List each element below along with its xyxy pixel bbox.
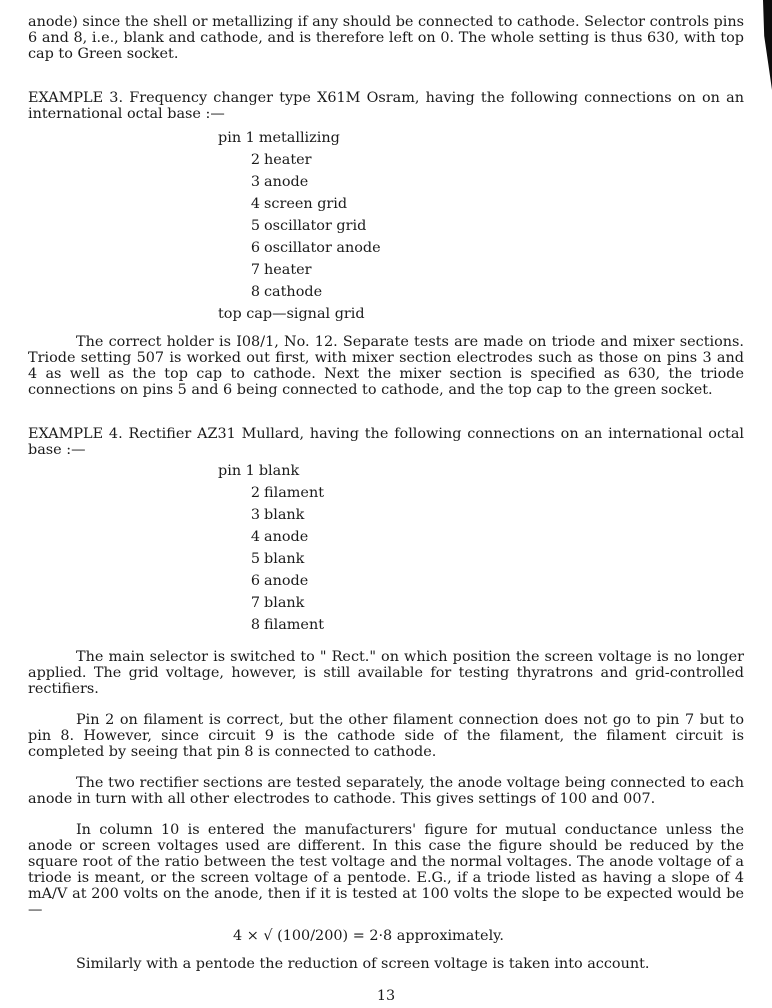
- pin-row: [218, 614, 324, 636]
- pin-function: blank: [258, 463, 300, 479]
- pin-label: 8: [250, 617, 260, 633]
- column-10-paragraph: In column 10 is entered the manufacturers' figure for mutual conductance unless the anode or screen voltages used are different. In this case the figure should be reduced by the square root of the ratio between the test voltage and the normal voltages. The anode voltage of a triode is meant, or the screen voltage of a pentode. E.G., if a triode listed as having a slope of 4 mA/V at 200 volts on the anode, then if it is tested at 100 volts the slope to be expected would be—: [28, 822, 744, 918]
- pin-function: blank: [264, 595, 305, 611]
- pin-function: metallizing: [258, 130, 340, 146]
- pin-function: heater: [264, 262, 312, 278]
- pin-row: [218, 281, 381, 303]
- pin-label: 2: [250, 152, 260, 168]
- pin-row: [218, 259, 381, 281]
- pin-row: [218, 237, 381, 259]
- pin-row: [218, 482, 324, 504]
- pin-label: 4: [250, 196, 260, 212]
- example-4-body-sections: The two rectifier sections are tested separately, the anode voltage being connected to each anode in turn with all other electrodes to cathode. This gives settings of 100 and 007.: [28, 775, 744, 807]
- pin-label: 7: [250, 595, 260, 611]
- pin-function: screen grid: [264, 196, 348, 212]
- pin-label: 5: [250, 551, 260, 567]
- pin-row: [218, 526, 324, 548]
- pin-function: anode: [264, 573, 309, 589]
- pin-row: [218, 149, 381, 171]
- pin-row: [218, 127, 381, 149]
- pin-function: anode: [264, 174, 309, 190]
- pin-label: 7: [250, 262, 260, 278]
- page-number: 13: [376, 988, 396, 1004]
- example-4-pin-list: [218, 460, 324, 636]
- pin-row: [218, 592, 324, 614]
- pin-function: filament: [264, 485, 324, 501]
- pin-row: [218, 460, 324, 482]
- intro-paragraph: anode) since the shell or metallizing if any should be connected to cathode. Selector controls pins 6 and 8, i.e., blank and cathode, and is therefore left on 0. The whole setting is thus 630, with top cap to Green socket.: [28, 14, 744, 62]
- pin-function: blank: [264, 551, 305, 567]
- pin-function: blank: [264, 507, 305, 523]
- pin-label: pin 1: [218, 130, 255, 146]
- pin-row: [218, 548, 324, 570]
- slope-formula: 4 × √ (100/200) = 2·8 approximately.: [233, 928, 504, 944]
- pin-function: oscillator anode: [264, 240, 381, 256]
- pin-function: filament: [264, 617, 324, 633]
- pin-label: 6: [250, 573, 260, 589]
- pin-label: 2: [250, 485, 260, 501]
- example-3-heading: EXAMPLE 3. Frequency changer type X61M Osram, having the following connections on on an international octal base :—: [28, 90, 744, 122]
- pin-row: [218, 303, 381, 325]
- pin-label: pin 1: [218, 463, 255, 479]
- pin-label: 8: [250, 284, 260, 300]
- pin-row: [218, 171, 381, 193]
- example-4-heading: EXAMPLE 4. Rectifier AZ31 Mullard, having the following connections on an international octal base :—: [28, 426, 744, 458]
- pin-function: heater: [264, 152, 312, 168]
- pin-label: 3: [250, 174, 260, 190]
- example-4-body-selector: The main selector is switched to " Rect." on which position the screen voltage is no longer applied. The grid voltage, however, is still available for testing thyratrons and grid-controlled rectifiers.: [28, 649, 744, 697]
- pin-label: top cap: [218, 306, 273, 322]
- pin-function: anode: [264, 529, 309, 545]
- pin-row: [218, 193, 381, 215]
- pin-label: 4: [250, 529, 260, 545]
- pin-function: oscillator grid: [264, 218, 367, 234]
- pin-row: [218, 570, 324, 592]
- pin-row: [218, 215, 381, 237]
- example-4-body-filament: Pin 2 on filament is correct, but the other filament connection does not go to pin 7 but to pin 8. However, since circuit 9 is the cathode side of the filament, the filament circuit is completed by seeing that pin 8 is connected to cathode.: [28, 712, 744, 760]
- pin-function: —signal grid: [272, 306, 365, 322]
- example-3-body: The correct holder is I08/1, No. 12. Separate tests are made on triode and mixer sections. Triode setting 507 is worked out first, with mixer section electrodes such as those on pins 3 and 4 as well as the top cap to cathode. Next the mixer section is specified as 630, the triode connections on pins 5 and 6 being connected to cathode, and the top cap to the green socket.: [28, 334, 744, 398]
- pin-row: [218, 504, 324, 526]
- example-3-pin-list: [218, 127, 381, 325]
- scan-corner-shadow: [742, 0, 772, 90]
- pin-label: 3: [250, 507, 260, 523]
- closing-paragraph: Similarly with a pentode the reduction of screen voltage is taken into account.: [76, 956, 650, 972]
- pin-label: 6: [250, 240, 260, 256]
- pin-label: 5: [250, 218, 260, 234]
- pin-function: cathode: [264, 284, 323, 300]
